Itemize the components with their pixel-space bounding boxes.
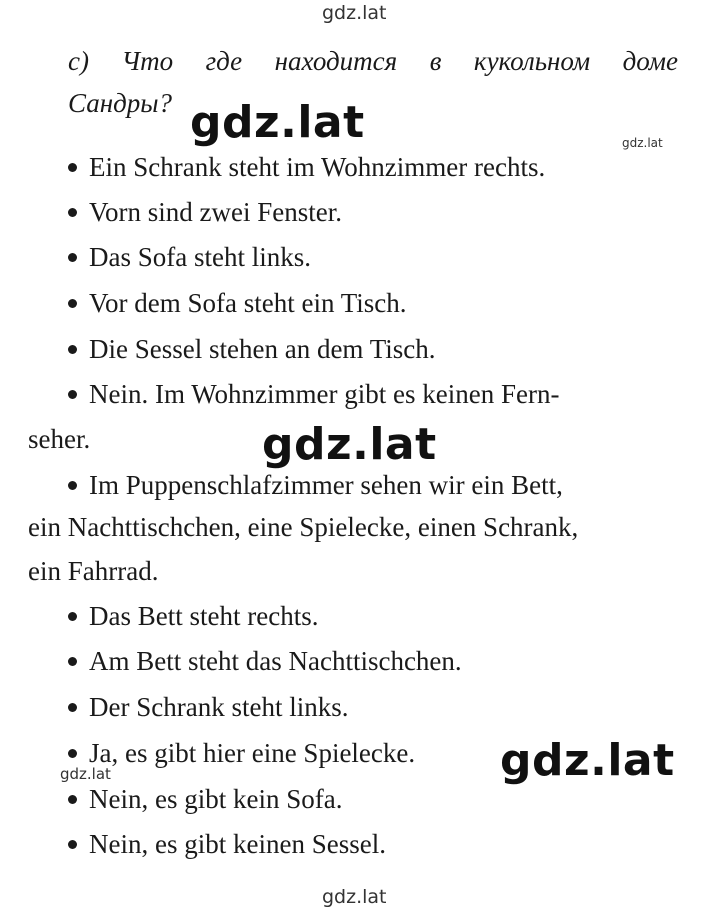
bullet-icon: [68, 749, 77, 758]
watermark-header-big: gdz.lat: [190, 97, 365, 148]
bullet-icon: [68, 612, 77, 621]
answer-12: Nein, es gibt kein Sofa.: [68, 782, 342, 816]
bullet-icon: [68, 703, 77, 712]
watermark-middle-big: gdz.lat: [262, 419, 437, 470]
bullet-icon: [68, 657, 77, 666]
answer-6-line-1: Nein. Im Wohnzimmer gibt es keinen Fern-: [68, 377, 559, 411]
answer-6-line-2: seher.: [28, 424, 91, 454]
answer-13: Nein, es gibt keinen Sessel.: [68, 827, 386, 861]
watermark-header-tiny: gdz.lat: [622, 136, 663, 150]
bullet-icon: [68, 253, 77, 262]
answer-7-line-1: Im Puppenschlafzimmer sehen wir ein Bett,: [68, 468, 563, 502]
answer-4: Vor dem Sofa steht ein Tisch.: [68, 286, 407, 320]
answer-5: Die Sessel stehen an dem Tisch.: [68, 332, 435, 366]
task-line-1: c) Что где находится в кукольном доме: [68, 46, 678, 76]
answer-1: Ein Schrank steht im Wohnzimmer rechts.: [68, 150, 545, 184]
bullet-icon: [68, 208, 77, 217]
task-heading: [68, 40, 678, 124]
watermark-bottom-big: gdz.lat: [500, 735, 675, 786]
answer-11: Ja, es gibt hier eine Spielecke.: [68, 736, 415, 770]
bullet-icon: [68, 345, 77, 354]
answer-2: Vorn sind zwei Fenster.: [68, 195, 342, 229]
bullet-icon: [68, 840, 77, 849]
answer-10: Der Schrank steht links.: [68, 690, 348, 724]
watermark-top: gdz.lat: [322, 2, 387, 24]
bullet-icon: [68, 481, 77, 490]
answer-8: Das Bett steht rechts.: [68, 599, 318, 633]
answer-3: Das Sofa steht links.: [68, 240, 311, 274]
answer-7-line-3: ein Fahrrad.: [28, 556, 159, 586]
bullet-icon: [68, 163, 77, 172]
watermark-footer: gdz.lat: [322, 886, 387, 908]
task-line-2: Сандры?: [68, 88, 173, 118]
bullet-icon: [68, 795, 77, 804]
answer-7-line-2: ein Nachttischchen, eine Spielecke, einen Schrank,: [28, 512, 579, 542]
bullet-icon: [68, 390, 77, 399]
bullet-icon: [68, 299, 77, 308]
watermark-bottom-left-small: gdz.lat: [60, 765, 111, 783]
answer-9: Am Bett steht das Nachttischchen.: [68, 644, 462, 678]
